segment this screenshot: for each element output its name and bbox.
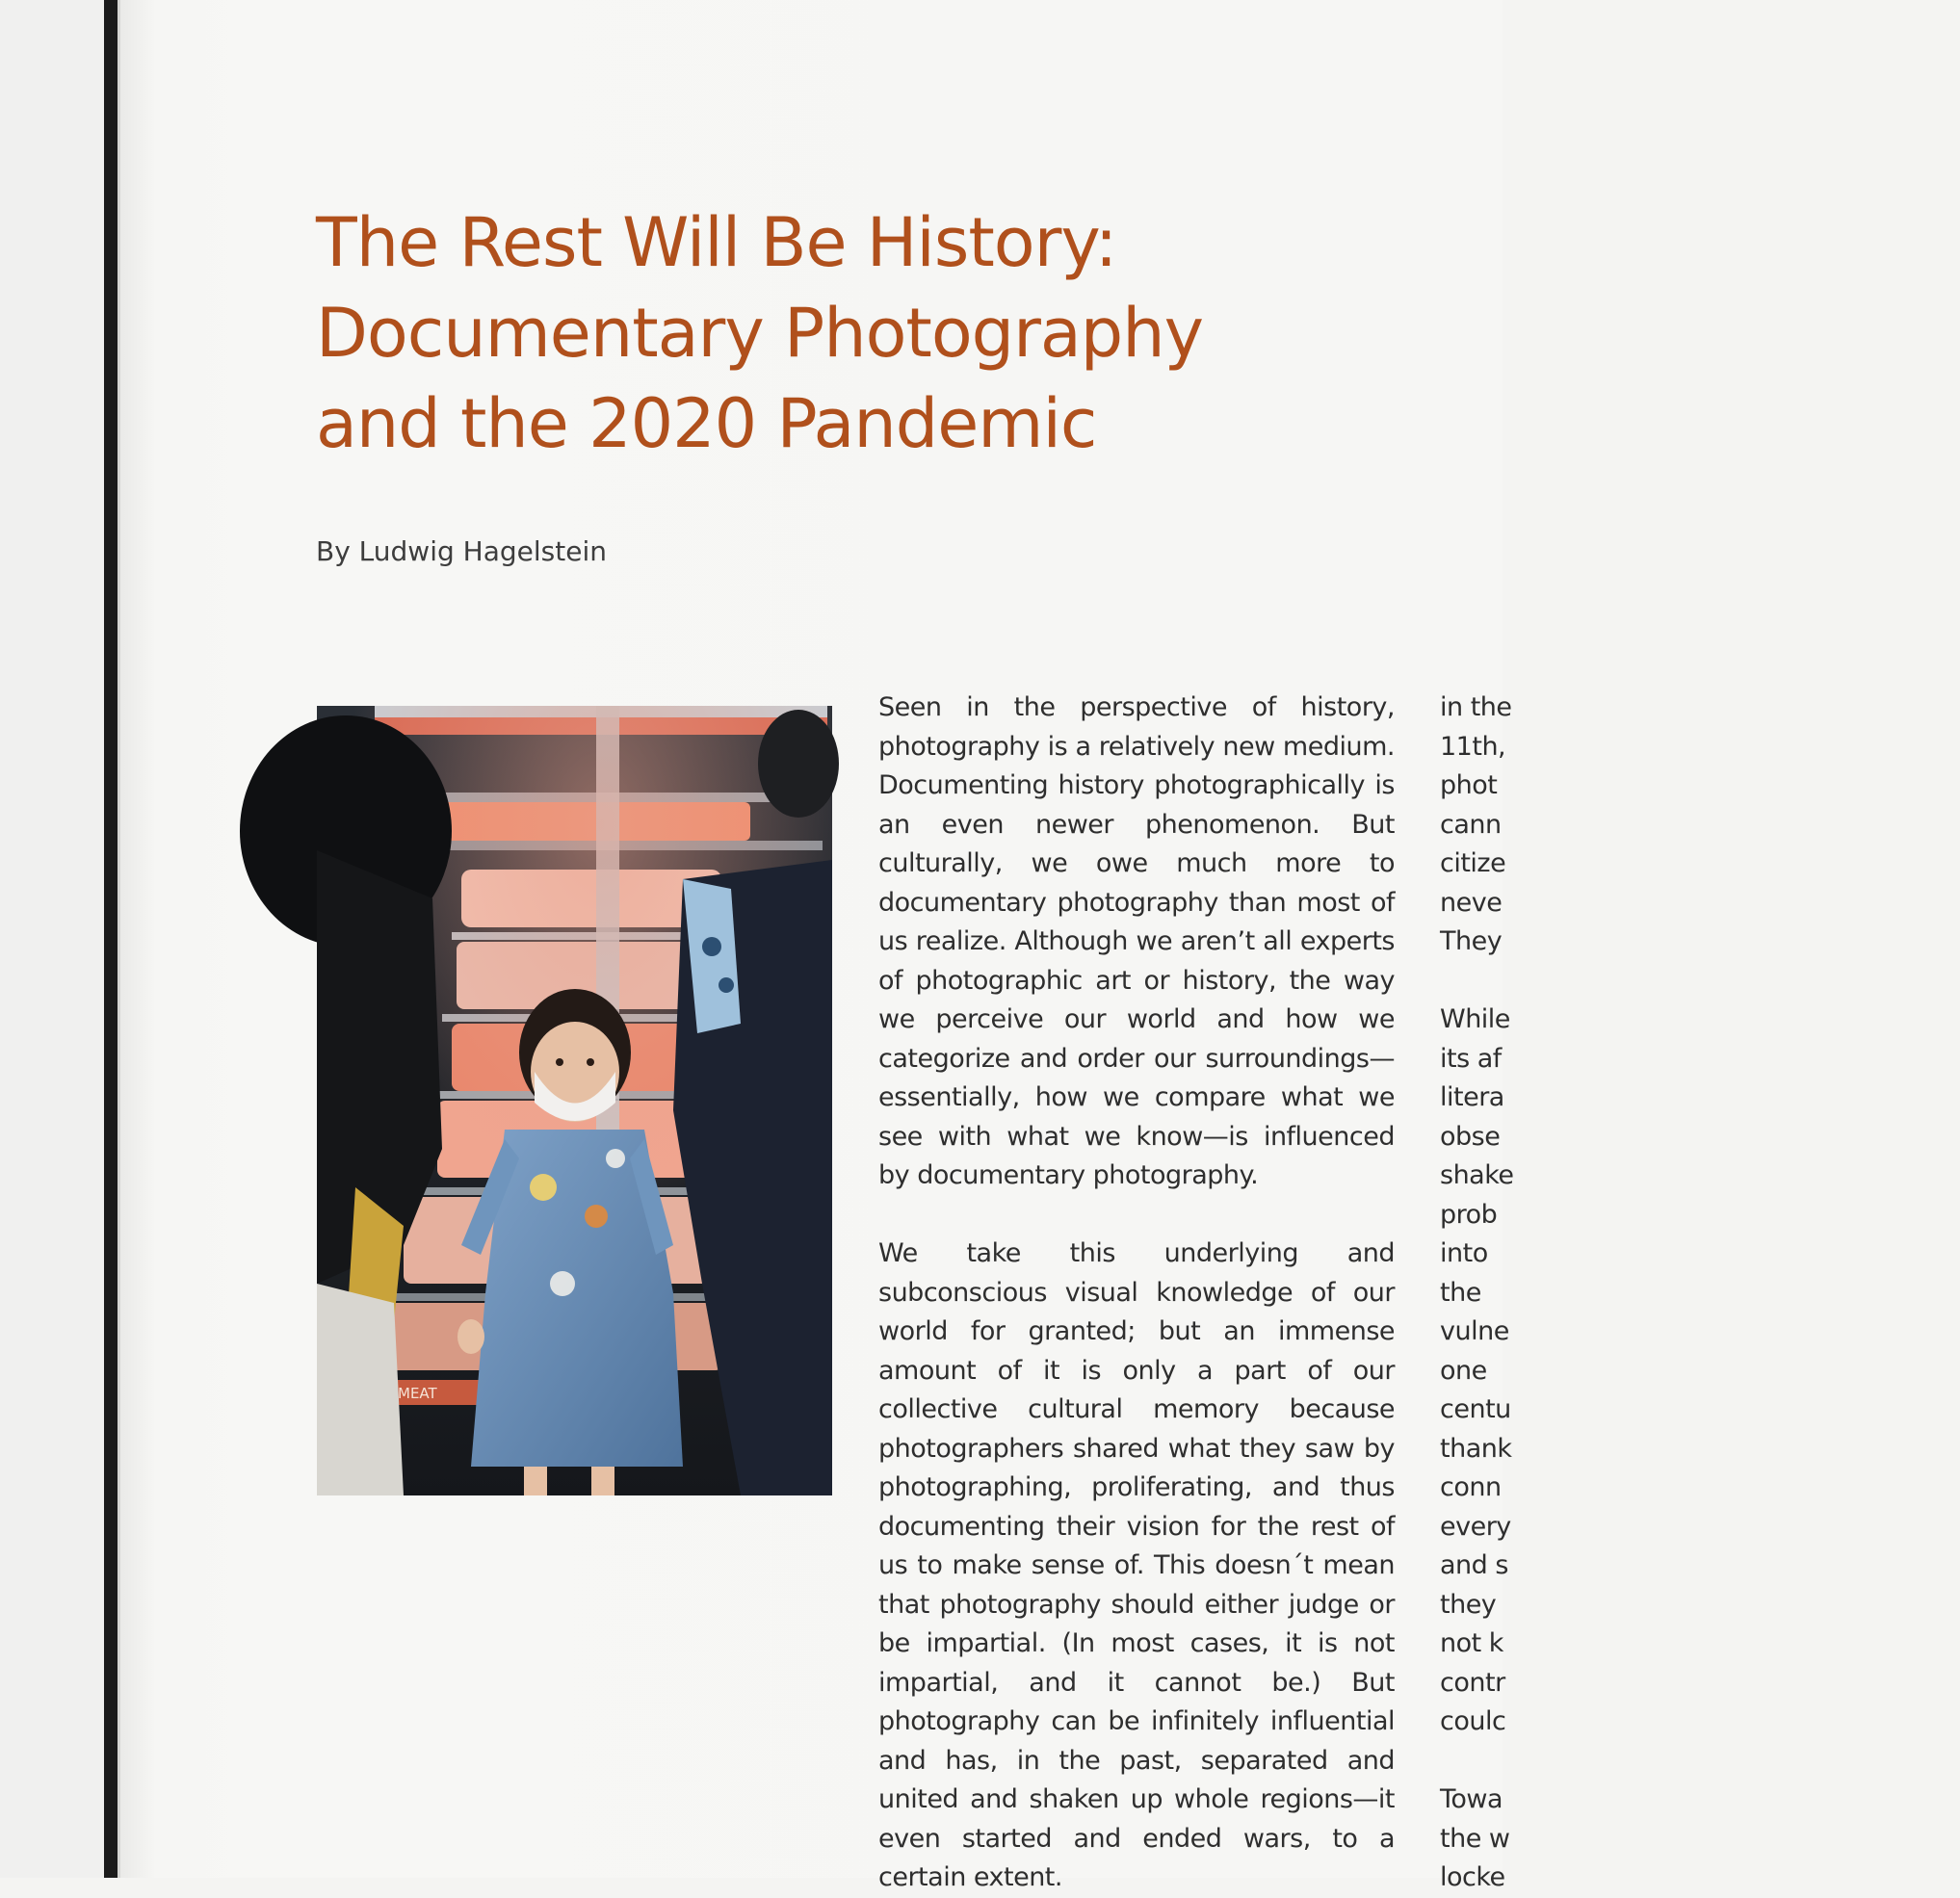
cropped-line: Towa	[1440, 1784, 1503, 1814]
cropped-line: centu	[1440, 1394, 1511, 1424]
title-line-1: The Rest Will Be History:	[316, 203, 1117, 282]
cropped-line: They	[1440, 926, 1503, 956]
paragraph-1: Seen in the perspective of history, photography is a relatively new medium. Documenting history photographically is an even newer phenomenon. But culturally, we owe much more to documentary photography than most of us realize. Although we aren’t all experts of photographic art or history, the way we perceive our world and how we categorize and order our surroundings—essentially, how we compare what we see with what we know—is influenced by documentary photography.	[878, 692, 1395, 1190]
title-line-2: Documentary Photography	[316, 294, 1204, 373]
cropped-line: litera	[1440, 1082, 1504, 1112]
cropped-line: neve	[1440, 887, 1503, 918]
cropped-line: and s	[1440, 1550, 1508, 1580]
article-column-main	[878, 689, 1395, 1892]
binding-edge	[104, 0, 118, 1878]
title-line-3: and the 2020 Pandemic	[316, 384, 1097, 463]
paragraph-2: We take this underlying and subconscious visual knowledge of our world for granted; but an immense amount of it is only a part of our collective cultural memory because photographers shared what they saw by photographing, proliferating, and thus documenting their vision for the rest of us to make sense of. This doesn´t mean that photography should either judge or be impartial. (In most cases, it is not impartial, and it cannot be.) But photography can be infinitely influential and has, in the past, separated and united and shaken up whole regions—it even started and ended wars, to a certain extent.	[878, 1238, 1395, 1892]
article-column-next-cropped	[1440, 0, 1514, 1892]
cropped-line: into	[1440, 1238, 1488, 1268]
paragraph-spacer	[1440, 1742, 1960, 1781]
paragraph-spacer	[1440, 962, 1960, 1001]
cropped-line: phot	[1440, 770, 1498, 800]
byline: By Ludwig Hagelstein	[316, 535, 607, 567]
cropped-line: conn	[1440, 1472, 1502, 1502]
cropped-line: they	[1440, 1589, 1497, 1620]
left-margin	[0, 0, 104, 1878]
article-title	[316, 197, 1279, 469]
cropped-line: every	[1440, 1511, 1511, 1542]
cropped-line: the w	[1440, 1823, 1510, 1854]
photo-illustration	[317, 706, 832, 1495]
cropped-line: cann	[1440, 809, 1502, 840]
cropped-line: 11th,	[1440, 731, 1506, 762]
cropped-line: coulc	[1440, 1706, 1506, 1736]
article-photo	[317, 706, 832, 1495]
cropped-line: locke	[1440, 1862, 1505, 1892]
page-edge	[118, 0, 120, 1878]
cropped-line: obse	[1440, 1121, 1501, 1152]
cropped-line: the	[1440, 1277, 1481, 1308]
cropped-line: shake	[1440, 1160, 1514, 1190]
cropped-line: thank	[1440, 1433, 1512, 1464]
cropped-line: its af	[1440, 1043, 1502, 1074]
cropped-line: in the	[1440, 692, 1512, 722]
cropped-line: prob	[1440, 1199, 1498, 1230]
cropped-line: not k	[1440, 1628, 1503, 1658]
cropped-line: contr	[1440, 1667, 1505, 1698]
cropped-line: While	[1440, 1004, 1510, 1034]
cropped-line: citize	[1440, 848, 1506, 878]
cropped-line: vulne	[1440, 1316, 1509, 1346]
cropped-line: one	[1440, 1355, 1487, 1386]
